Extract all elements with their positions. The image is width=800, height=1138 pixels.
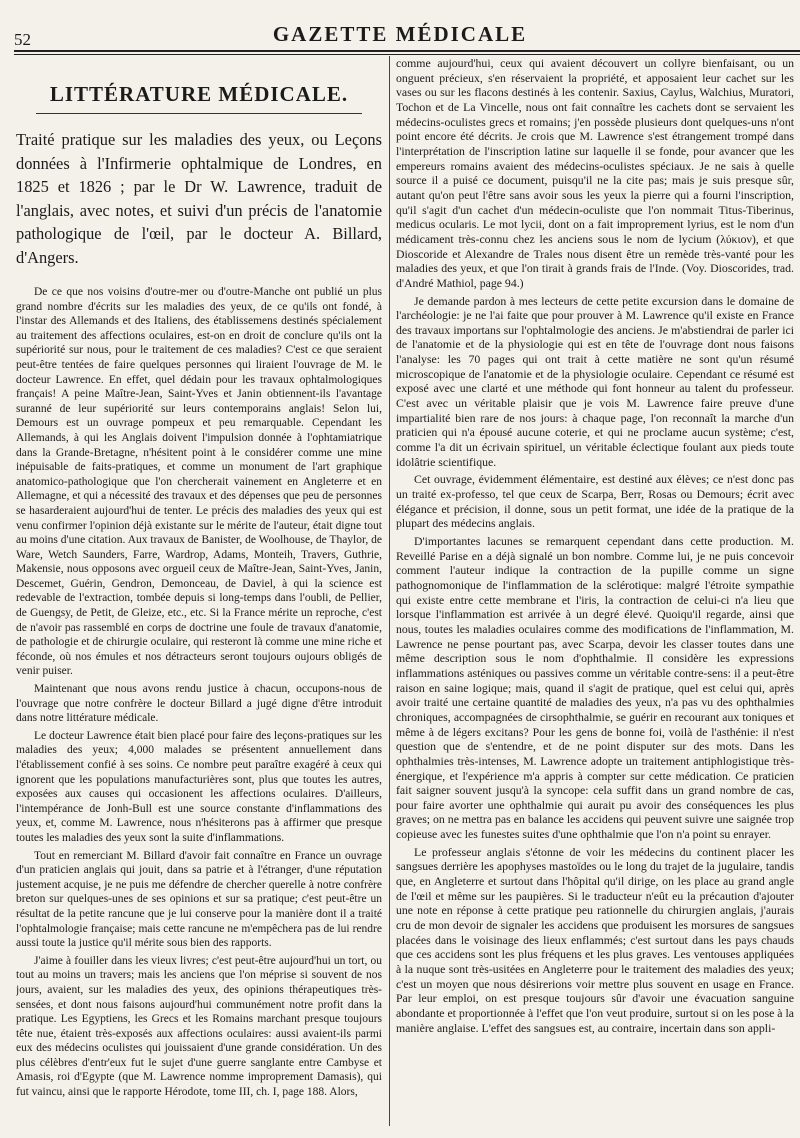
right-column (396, 56, 794, 1134)
paragraph: Le docteur Lawrence était bien placé pour faire des leçons-pratiques sur les maladies des yeux; 4,000 malades se présentent annuellement dans l'établissement confié à ses soins. Ce nombre peut paraître exagéré à ceux qui ignorent que les populations manufacturières sont, plus que toutes les autres, exposées aux causes qui occasionent les affections oculaires. D'ailleurs, l'intempérance de Jonh-Bull est une source constante d'inflammations des yeux, et, comme M. Lawrence, nous n'hésiterons pas à affirmer que presque toutes les maladies des yeux sont la suite d'inflammations. (16, 729, 382, 844)
journal-title: GAZETTE MÉDICALE (272, 22, 528, 46)
section-title-rule (36, 113, 362, 114)
paragraph: comme aujourd'hui, ceux qui avaient découvert un collyre bienfaisant, ou un onguent précieux, s'en réservaient la propriété, et apposaient leur cachet sur les vases ou sur les flacons destinés à les contenir. Saxius, Caylus, Walchius, Muratori, Tochon et de La Vincelle, nous ont fait connaître les cachets dont se servaient les médecins-oculistes grecs et romains; j'en possède plusieurs dont quelques-uns n'ont point encore été décrits. Je crois que M. Lawrence s'est étrangement trompé dans l'interprétation de l'inscription latine sur laquelle il se fonde, pour avancer que les empereurs romains avaient des médecins-oculistes spéciaux. Je ne sais à quelle source il a puisé ce document, puisqu'il ne la cite pas; mais je suis presque sûr, autant qu'on peut l'être sans avoir sous les yeux la pierre qui a fourni l'inscription, qu'il s'agit d'un cachet d'un médecin-oculiste que l'on nommait Titus-Tiberinus, medicus ocularis. Le mot lycii, dont on a fait improprement lyrius, est le nom d'un médicament très-connu chez les anciens sous le nom de lycium (λύκιον), et que Dioscoride et Alexandre de Trales nous disent être un remède très-vanté pour les maladies des yeux, et que l'on tirait à grands frais de l'Inde. (Voy. Dioscorides, trad. d'André Mathiol, page 94.) (396, 56, 794, 290)
header-rule-thin (14, 54, 800, 55)
page-number: 52 (14, 30, 31, 49)
paragraph: Le professeur anglais s'étonne de voir les médecins du continent placer les sangsues derrière les apophyses mastoïdes ou le long du trajet de la jugulaire, tandis que, en Angleterre et surtout dans l'hôpital qu'il dirige, on les place au grand angle de l'œil et même sur les paupières. Si le traducteur n'eût eu la précaution d'ajouter une note en réponse à cette pratique peu rationnelle du chirurgien anglais, j'aurais cru de mon devoir de signaler les accidens que produisent les morsures de sangsues placées dans le voisinage des lieux enflammés; c'est surtout dans les pays chauds que ces accidens sont les plus fréquens et les plus graves. Les ventouses appliquées à la nuque sont très-usitées en Angleterre pour le traitement des maladies des yeux; c'est un moyen que nous désirerions voir mettre plus souvent en usage en France. Par leur emploi, on est presque toujours sûr d'avoir une évacuation sanguine abondante et proportionnée à l'effet que l'on veut produire, surtout si on les pose à la manière anglaise. L'effet des sangsues est, au contraire, incertain dans son appli- (396, 844, 794, 1035)
paragraph: D'importantes lacunes se remarquent cependant dans cette production. M. Reveillé Parise en a déjà signalé un bon nombre. Comme lui, je ne puis concevoir comment l'auteur indique la contraction de la pupille comme un signe pathognomonique de l'inflammation de la sclérotique: malgré l'étroite sympathie qui existe entre cette membrane et l'iris, la contraction de celui-ci n'a lieu que lorsque l'inflammation est arrivée à un degré élevé. Quoiqu'il regarde, ainsi que nous, toutes les maladies oculaires comme des modifications de l'inflammation, M. Lawrence ne pense pourtant pas, avec Scarpa, devoir les classer toutes dans une même description sous le nom d'ophthalmie. Il considère les expressions inflammations asténiques ou passives comme un véritable contre-sens: il a peut-être raison en saine logique; mais, quand il s'agit de pratique, quel est celui qui, après avoir traité une certaine quantité de maladies des yeux, n'a pas vu des ophthalmies chroniques, accompagnées de cirsophthalmie, se guérir en recourant aux toniques et même à de légers excitans? Pour les gens de bonne foi, voilà de l'asthénie: il n'est question que de s'entendre, et de ne point disputer sur des mots. Dans les ophthalmies très-intenses, M. Lawrence adopte un traitement antiphlogistique très-énergique, et l'expérience m'a appris à compter sur cette médication. Ce praticien fait saigner souvent jusqu'à la syncope: cela suffit dans un grand nombre de cas, pour faire avorter une ophthalmie qui aurait pu avoir des conséquences les plus graves; on ne mettra pas en balance les accidens qui peuvent suivre une saignée trop copieuse avec les funestes suites d'une ophthalmie que l'on n'a point su enrayer. (396, 534, 794, 842)
paragraph: Cet ouvrage, évidemment élémentaire, est destiné aux élèves; ce n'est donc pas un traité ex-professo, tel que ceux de Scarpa, Berr, Rosas ou Demours; écrit avec élégance et précision, il donne, sous un petit format, une idée de la pratique de la plupart des médecins anglais. (396, 472, 794, 531)
header-rule (14, 50, 800, 52)
paragraph: De ce que nos voisins d'outre-mer ou d'outre-Manche ont publié un plus grand nombre d'écrits sur les maladies des yeux, de ce qu'ils ont fondé, à l'instar des Allemands et des Italiens, des établissemens destinés spécialement au traitement des affections oculaires, est-on en droit de conclure qu'ils ont la supériorité sur nous, pour le traitement de ces maladies? C'est ce que seraient peut-être tentées de faire quelques personnes qui liraient l'ouvrage de M. le docteur Lawrence. En effet, quel dédain pour les travaux ophtalmologiques français! A peine Maître-Jean, Saint-Yves et Janin obtiennent-ils l'avantage suranné de leur supériorité sur leurs contemporains anglais! Selon lui, Demours est un ouvrage pompeux et peu remarquable. Cependant les Allemands, à qui les Anglais doivent l'impulsion donnée à l'ophtamiatrique dans la Grande-Bretagne, n'hésitent point à le considérer comme une mine inépuisable de faits-pratiques, et comme un monument de l'art graphique anatomico-pathologique que l'on chercherait vainement en Angleterre et en Allemagne, et qui a nécessité des travaux et des dépenses que peu de personnes se hasarderaient aujourd'hui de tenter. Le précis des maladies des yeux qui est venu confirmer l'opinion déjà existante sur le mérite de l'auteur, était digne tout au moins d'une citation. Aux travaux de Banister, de Woolhouse, de Thaylor, de Ware, Wetch Saunders, Farre, Wardrop, Adams, Monteih, Travers, Guthrie, Makensie, nous opposons avec orgueil ceux de Maître-Jean, Saint-Yves, Janin, Descemet, Guérin, Gendron, Demonceau, de Daviel, à qui la science est redevable de l'extraction, tombée depuis si long-temps dans l'oubli, de Pellier, de Guengsy, de Petit, de Gleize, etc., etc. Si la France mérite un reproche, c'est de n'avoir pas rassemblé en corps de doctrine une foule de travaux d'anatomie, de pathologie et de chirurgie oculaire, qui resteront là comme une mine riche et féconde, où nos émules et nos détracteurs seront toujours oujours obligés de venir puiser. (16, 286, 382, 678)
paragraph: J'aime à fouiller dans les vieux livres; c'est peut-être aujourd'hui un tort, ou tout au moins un travers; mais les anciens que l'on méprise si souvent de nos jours, avaient, sur les maladies des yeux, des opinions thérapeutiques très-sensées, et dont nous faisons aujourd'hui communément notre profit dans la pratique. Les Egyptiens, les Grecs et les Romains marchant presque toujours tête nue, étaient très-exposés aux affections oculaires: aussi avaient-ils parmi eux des médecins oculistes qui jouissaient d'une grande considération. Un des plus célèbres d'entr'eux fut le sujet d'une guerre sanglante entre Cambyse et Amasis, roi d'Egypte (que M. Lawrence nomme improprement Damasis), qui fut vaincu, ainsi que le rapporte Hérodote, tome III, ch. I, page 188. Alors, (16, 954, 382, 1099)
section-title: LITTÉRATURE MÉDICALE. (49, 82, 349, 106)
paragraph: Maintenant que nous avons rendu justice à chacun, occupons-nous de l'ouvrage que notre confrère le docteur Billard a jugé digne d'être introduit dans notre littérature médicale. (16, 683, 382, 725)
book-title: Traité pratique sur les maladies des yeux, ou Leçons données à l'Infirmerie ophtalmique de Londres, en 1825 et 1826 ; par le Dr W. Lawrence, traduit de l'anglais, avec notes, et suivi d'un précis de l'anatomie pathologique de l'œil, par le docteur A. Billard, d'Angers. (16, 130, 382, 267)
paragraph: Je demande pardon à mes lecteurs de cette petite excursion dans le domaine de l'archéologie: je ne l'ai faite que pour prouver à M. Lawrence qu'il existe en France des travaux importans sur l'ophtalmologie des anciens. Je m'abstiendrai de parler ici de l'anatomie et de la physiologie qui est en tête de l'ouvrage dont nous faisons l'analyse: les 70 pages qui ont trait à cette matière ne sont qu'un résumé microscopique de l'anatomie et de la physiologie oculaire. Cependant ce résumé est exposé avec une clarté et une méthode qui font honneur au talent du professeur. C'est avec un véritable plaisir que je vois M. Lawrence faire preuve d'une impartialité bien rare de nos jours: à chaque page, l'on reconnaît la marche d'un praticien qui n'a épousé aucune coterie, et qui ne proclame aucun système; c'est, comme l'a dit un écrivain spirituel, un véritable éclectique foulant aux pieds toute idolâtrie scientifique. (396, 293, 794, 469)
column-divider (389, 56, 390, 1126)
left-column (16, 56, 382, 1134)
paragraph: Tout en remerciant M. Billard d'avoir fait connaître en France un ouvrage d'un praticien anglais qui jouit, dans sa patrie et à l'étranger, d'une réputation justement acquise, je ne puis me défendre de chercher querelle à notre confrère breton sur quelques-unes de ses opinions et sur sa pratique; c'est peut-être un résultat de la petite rancune que je lui conserve pour la manière dont il a traité l'ophtalmologie française; mais cette rancune ne m'empêchera pas de lui rendre aussi toute la justice qu'il mérite sous bien des rapports. (16, 849, 382, 950)
